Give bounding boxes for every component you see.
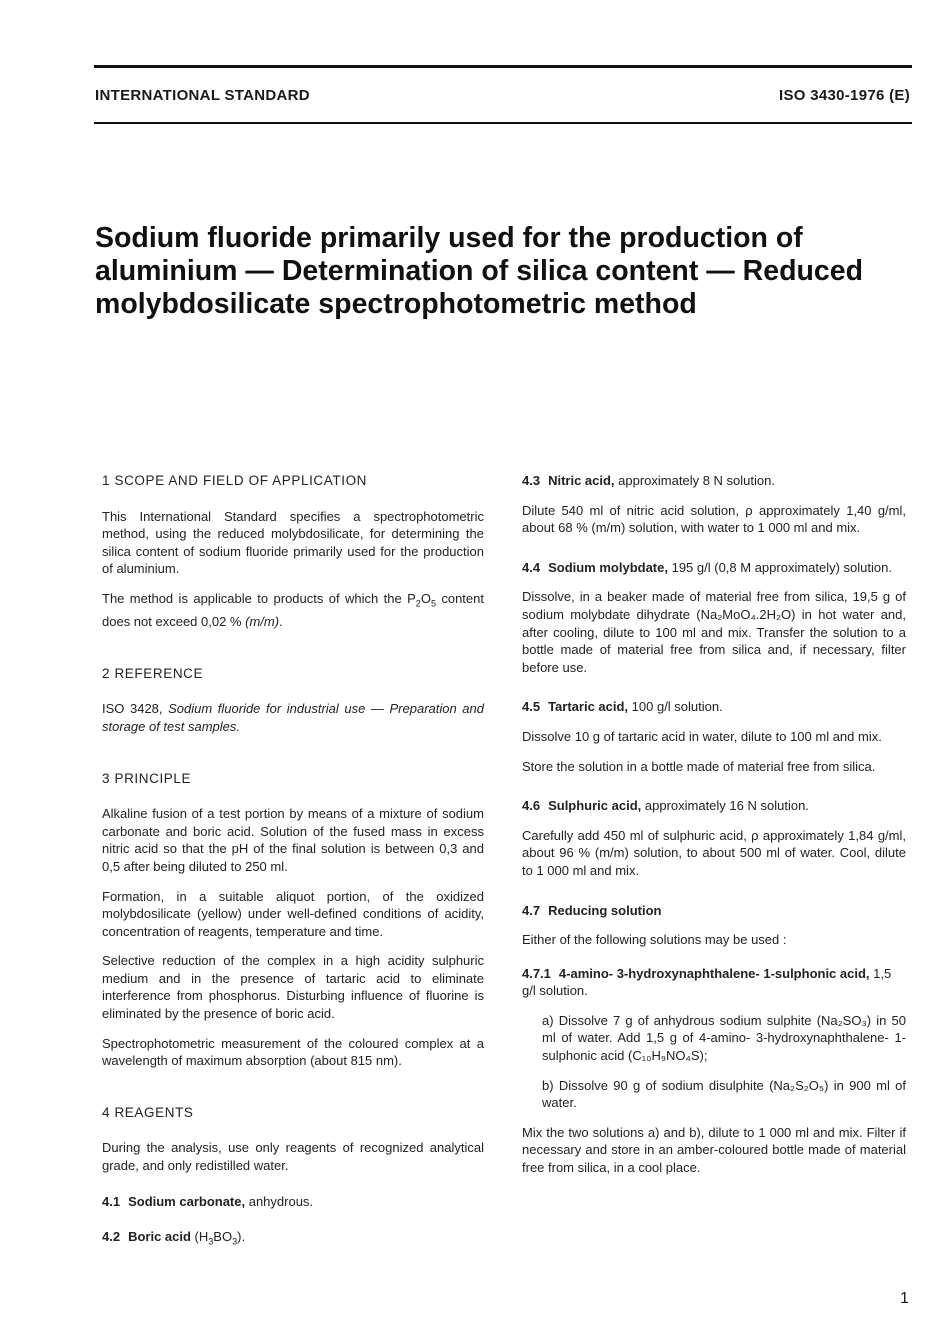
header-standard-number: ISO 3430-1976 (E): [778, 87, 910, 104]
section-2-reference: ISO 3428, Sodium fluoride for industrial use — Preparation and storage of test samples.: [102, 701, 484, 734]
section-1-heading: 1 SCOPE AND FIELD OF APPLICATION: [102, 473, 368, 488]
reagent-4-6-text: Carefully add 450 ml of sulphuric acid, ρ approximately 1,84 g/ml, about 96 % (m/m) solution, to about 500 ml of water. Cool, dilute to 1 000 ml and mix.: [522, 827, 906, 878]
section-4-intro: During the analysis, use only reagents of recognized analytical grade, and only redistilled water.: [102, 1140, 484, 1174]
page-number: 1: [900, 1290, 909, 1307]
reagent-4-3-text: Dilute 540 ml of nitric acid solution, ρ approximately 1,40 g/ml, about 68 % (m/m) solution, with water to 1 000 ml and mix.: [522, 502, 906, 536]
title-line-2: aluminium — Determination of silica content — Reduced: [95, 255, 864, 287]
title-line-1: Sodium fluoride primarily used for the production of: [95, 222, 803, 254]
header-standard-label: INTERNATIONAL STANDARD: [95, 87, 310, 104]
reagent-4-7-1-step-a: a) Dissolve 7 g of anhydrous sodium sulphite (Na₂SO₃) in 50 ml of water. Add 1,5 g of 4-amino- 3-hydroxynaphthalene- 1-sulphonic acid (C₁₀H₉NO₄S);: [542, 1012, 906, 1064]
reagent-4-7-1-heading: 4.7.1 4-amino- 3-hydroxynaphthalene- 1-sulphonic acid, 1,5 g/l solution.: [522, 965, 892, 999]
section-3-paragraph-2: Formation, in a suitable aliquot portion, of the oxidized molybdosilicate (yellow) under well-defined conditions of acidity, concentration of reagents, temperature and time.: [102, 888, 484, 939]
section-3-paragraph-3: Selective reduction of the complex in a high acidity sulphuric medium and in the presence of tartaric acid to eliminate interference from phosphorus. Disturbing influence of fluorine is eliminated by the presence of boric acid.: [102, 953, 484, 1022]
section-3-heading: 3 PRINCIPLE: [102, 770, 192, 786]
reagent-4-6-heading: 4.6 Sulphuric acid, approximately 16 N solution.: [522, 798, 809, 814]
section-3-paragraph-4: Spectrophotometric measurement of the coloured complex at a wavelength of maximum absorption (about 815 nm).: [102, 1035, 484, 1069]
header-rule-top: [94, 65, 912, 68]
section-4-heading: 4 REAGENTS: [102, 1104, 194, 1120]
reagent-4-7-heading: 4.7 Reducing solution: [522, 902, 662, 918]
section-2-heading: 2 REFERENCE: [102, 665, 204, 681]
header-rule-bottom: [94, 122, 912, 124]
section-3-paragraph-1: Alkaline fusion of a test portion by means of a mixture of sodium carbonate and boric acid. Solution of the fused mass in excess nitric acid so that the pH of the final solution is between 0,3 and 0,5 after being diluted to 250 ml.: [102, 806, 484, 874]
section-1-paragraph-2: The method is applicable to products of which the $P_2O_5$ content does not exceed 0,02 % (m/m).: [102, 590, 484, 630]
reagent-4-7-1-step-b: b) Dissolve 90 g of sodium disulphite (Na₂S₂O₅) in 900 ml of water.: [542, 1077, 906, 1111]
reagent-4-1: 4.1 Sodium carbonate, anhydrous.: [102, 1193, 314, 1209]
reagent-4-5-text-1: Dissolve 10 g of tartaric acid in water, dilute to 100 ml and mix.: [522, 728, 882, 744]
reagent-4-7-text: Either of the following solutions may be used :: [522, 932, 787, 948]
left-column: [102, 472, 484, 1263]
reagent-4-7-1-text: Mix the two solutions a) and b), dilute to 1 000 ml and mix. Filter if necessary and store in an amber-coloured bottle made of material free from silica, in a cool place.: [522, 1124, 906, 1176]
reagent-4-4-heading: 4.4 Sodium molybdate, 195 g/l (0,8 M approximately) solution.: [522, 559, 892, 575]
title-line-3: molybdosilicate spectrophotometric method: [95, 288, 697, 320]
reagent-4-5-heading: 4.5 Tartaric acid, 100 g/l solution.: [522, 699, 723, 715]
reagent-4-2: 4.2 Boric acid $(H_3BO_3)$.: [102, 1229, 246, 1247]
reagent-4-5-text-2: Store the solution in a bottle made of material free from silica.: [522, 758, 876, 774]
reagent-4-3-heading: 4.3 Nitric acid, approximately 8 N solution.: [522, 473, 775, 488]
reagent-4-4-text: Dissolve, in a beaker made of material free from silica, 19,5 g of sodium molybdate dihydrate (Na₂MoO₄.2H₂O) in hot water and, after cooling, dilute to 100 ml and mix. Transfer the solution to a bottle made of material free from silica and, if necessary, filter before use.: [522, 589, 906, 675]
right-column: [522, 472, 906, 1189]
section-1-paragraph-1: This International Standard specifies a spectrophotometric method, using the reduced molybdosilicate, for determining the silica content of sodium fluoride primarily used for the production of aluminium.: [102, 508, 484, 577]
document-title: [95, 222, 895, 321]
